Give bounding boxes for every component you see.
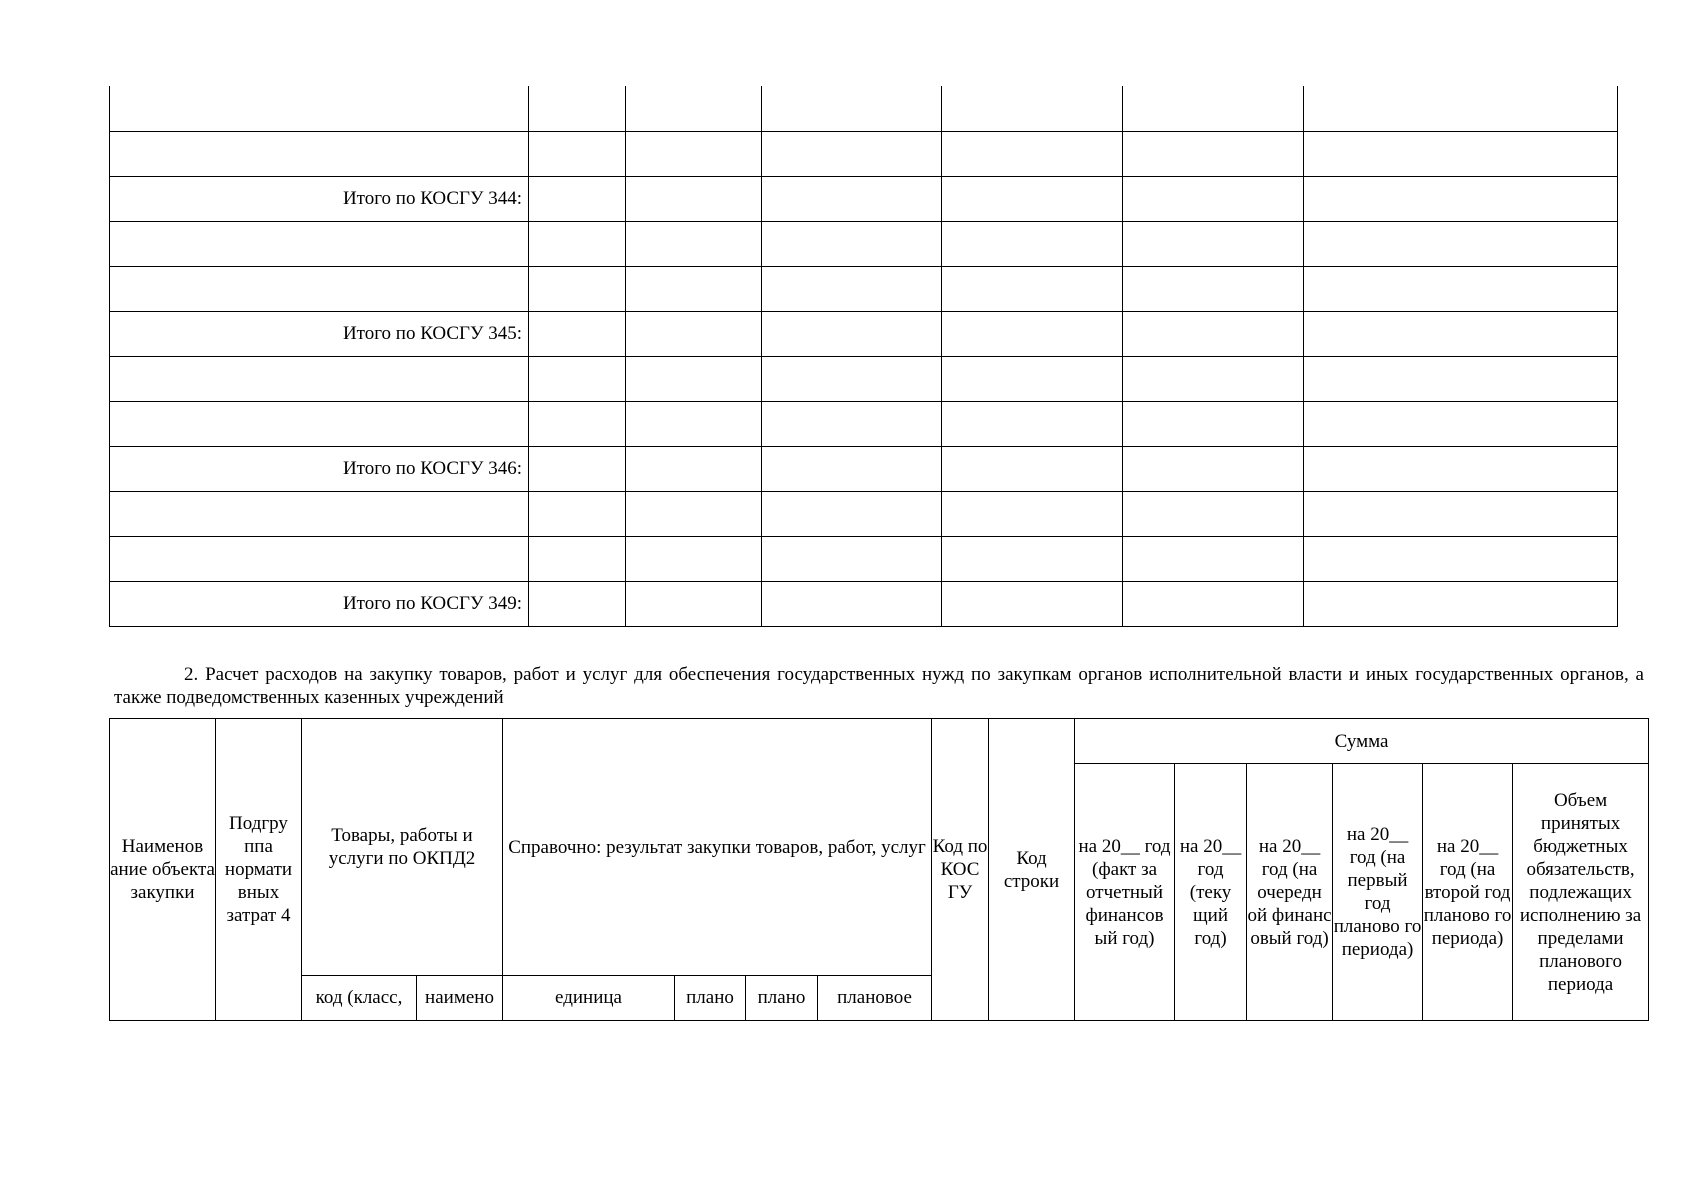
table-cell [1123,221,1304,266]
table-cell [626,536,762,581]
table-cell [1123,86,1304,131]
table-cell [762,491,942,536]
row-label [110,491,529,536]
table-cell [1123,311,1304,356]
section-2-paragraph [114,663,1644,709]
table-cell [1123,581,1304,626]
table-cell [626,446,762,491]
table-cell [626,86,762,131]
table-cell [942,131,1123,176]
table-cell [1123,491,1304,536]
row-label-total-344: Итого по КОСГУ 344: [110,176,529,221]
header-sum-plan-year-1: на 20__ год (на первый год планово го периода) [1333,764,1423,1021]
table-cell [529,491,626,536]
table-cell [942,356,1123,401]
expense-table-continuation [109,86,1618,627]
table-cell [1123,131,1304,176]
table-row [110,176,1618,221]
table-row [110,221,1618,266]
table-cell [762,131,942,176]
row-label [110,536,529,581]
table-cell [1123,176,1304,221]
row-label-total-349: Итого по КОСГУ 349: [110,581,529,626]
table-cell [942,266,1123,311]
header-sum-plan-year-2: на 20__ год (на второй год планово го периода) [1423,764,1513,1021]
table-cell [529,86,626,131]
row-label [110,356,529,401]
table-cell [762,401,942,446]
table-cell [942,221,1123,266]
table-cell [626,401,762,446]
header-ref-unit: единица [503,976,675,1021]
header-okpd-name: наимено [417,976,503,1021]
header-sum-reported-year: на 20__ год (факт за отчетный финансов ый год) [1075,764,1175,1021]
header-ref-planned-1: плано [675,976,746,1021]
table-row [110,446,1618,491]
table-cell [762,176,942,221]
table-cell [529,311,626,356]
header-row [110,719,1649,764]
table-cell [1304,446,1618,491]
table-cell [529,581,626,626]
table-cell [942,446,1123,491]
table-cell [529,131,626,176]
table-cell [1304,536,1618,581]
header-subgroup: Подгру ппа нормати вных затрат 4 [216,719,302,1021]
header-row-code: Код строки [989,719,1075,1021]
header-ref-planned-3: плановое [818,976,932,1021]
table-row [110,401,1618,446]
table-cell [1123,356,1304,401]
header-sum-current-year: на 20__ год (теку щий год) [1175,764,1247,1021]
table-cell [762,581,942,626]
table-cell [762,356,942,401]
table-cell [1304,581,1618,626]
table-cell [1304,221,1618,266]
table-row [110,311,1618,356]
table-cell [626,221,762,266]
table-cell [1304,491,1618,536]
table-cell [942,536,1123,581]
table-cell [626,266,762,311]
table-row [110,356,1618,401]
table-cell [762,221,942,266]
row-label [110,221,529,266]
table-cell [1123,446,1304,491]
table-row [110,491,1618,536]
table-cell [762,446,942,491]
table-cell [626,311,762,356]
table-cell [1304,311,1618,356]
table-row [110,581,1618,626]
row-label [110,86,529,131]
table-row [110,131,1618,176]
table-cell [626,491,762,536]
table-row [110,266,1618,311]
header-reference-result: Справочно: результат закупки товаров, работ, услуг [503,719,932,976]
table-cell [529,446,626,491]
row-label [110,401,529,446]
procurement-header-table [109,718,1649,1021]
row-label [110,266,529,311]
table-cell [1304,86,1618,131]
header-okpd-code: код (класс, [302,976,417,1021]
table-cell [1304,401,1618,446]
table-cell [626,131,762,176]
table-cell [942,176,1123,221]
table-cell [626,176,762,221]
table-cell [1123,266,1304,311]
table-cell [1304,131,1618,176]
header-sum: Сумма [1075,719,1649,764]
table-cell [1123,401,1304,446]
header-okpd: Товары, работы и услуги по ОКПД2 [302,719,503,976]
table-cell [529,266,626,311]
header-object-name: Наименов ание объекта закупки [110,719,216,1021]
row-label [110,131,529,176]
table-cell [1304,356,1618,401]
row-label-total-345: Итого по КОСГУ 345: [110,311,529,356]
table-cell [529,221,626,266]
table-cell [1123,536,1304,581]
table-cell [529,536,626,581]
table-cell [942,581,1123,626]
table-cell [762,266,942,311]
table-row [110,86,1618,131]
table-row [110,536,1618,581]
table-cell [942,401,1123,446]
table-cell [942,491,1123,536]
table-cell [529,401,626,446]
table-cell [529,176,626,221]
table-cell [529,356,626,401]
table-cell [762,536,942,581]
section-2-text: 2. Расчет расходов на закупку товаров, работ и услуг для обеспечения государственных нужд по закупкам органов исполнительной власти и иных государственных органов, а также подведомственных казенных учреждений [114,664,1644,708]
table-cell [1304,266,1618,311]
header-ref-planned-2: плано [746,976,818,1021]
table-cell [942,86,1123,131]
table-cell [762,311,942,356]
table-cell [942,311,1123,356]
table-cell [626,581,762,626]
table-cell [1304,176,1618,221]
header-kosgu-code: Код по КОС ГУ [932,719,989,1021]
table-cell [626,356,762,401]
table-cell [762,86,942,131]
header-sum-next-year: на 20__ год (на очередн ой финанс овый год) [1247,764,1333,1021]
header-sum-beyond-period: Объем принятых бюджетных обязательств, подлежащих исполнению за пределами планового периода [1513,764,1649,1021]
row-label-total-346: Итого по КОСГУ 346: [110,446,529,491]
